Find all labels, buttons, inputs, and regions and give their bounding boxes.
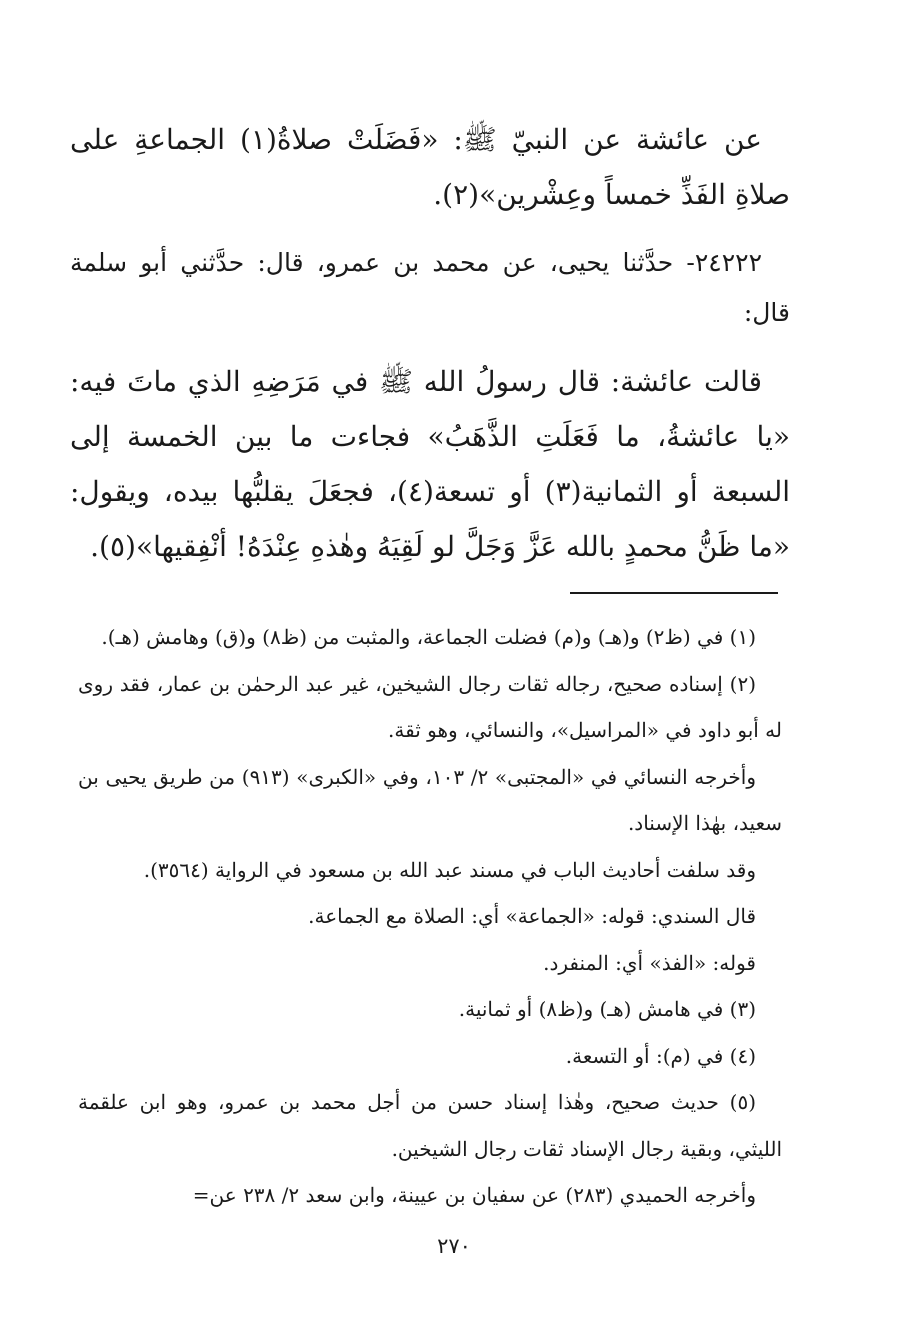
footnote-2-cont-3: قال السندي: قوله: «الجماعة» أي: الصلاة مع الجماعة. <box>308 904 756 928</box>
footnote-2-cont-2: وقد سلفت أحاديث الباب في مسند عبد الله بن مسعود في الرواية (٣٥٦٤). <box>143 857 756 882</box>
main-text <box>70 112 790 574</box>
footnote-2: (٢) إسناده صحيح، رجاله ثقات رجال الشيخين، غير عبد الرحمٰن بن عمار، فقد روى له أبو داود في «المراسيل»، والنسائي، وهو ثقة. <box>78 671 782 742</box>
footnote-2-cont-4: قوله: «الفذ» أي: المنفرد. <box>543 950 756 975</box>
footnote-1: (١) في (ظ٢) و(هـ) و(م) فضلت الجماعة، والمثبت من (ظ٨) و(ق) وهامش (هـ). <box>101 625 756 649</box>
footnote-separator <box>570 592 778 594</box>
footnote-3: (٣) في هامش (هـ) و(ظ٨) أو ثمانية. <box>458 997 756 1021</box>
hadith-paragraph-1: عن عائشة عن النبيّ ﷺ: «فَضَلَتْ صلاةُ(١) الجماعةِ على صلاةِ الفَذِّ خمساً وعِشْرين»(٢). <box>70 123 790 211</box>
footnotes <box>78 614 782 1219</box>
hadith-isnad-24222: ٢٤٢٢٢- حدَّثنا يحيى، عن محمد بن عمرو، قال: حدَّثني أبو سلمة قال: <box>70 248 790 327</box>
footnote-4: (٤) في (م): أو التسعة. <box>565 1043 756 1068</box>
hadith-paragraph-2: قالت عائشة: قال رسولُ الله ﷺ في مَرَضِهِ الذي ماتَ فيه: «يا عائشةُ، ما فَعَلَتِ الذَّهَبُ» فجاءت ما بين الخمسة إلى السبعة أو الثمانية(٣) أو تسعة(٤)، فجعَلَ يقلبُّها بيده، ويقول: «ما ظَنُّ محمدٍ بالله عَزَّ وَجَلَّ لو لَقِيَهُ وهٰذهِ عِنْدَهُ! أنْفِقيها»(٥). <box>70 365 791 563</box>
page-number: ٢٧٠ <box>437 1234 471 1258</box>
footnote-5: (٥) حديث صحيح، وهٰذا إسناد حسن من أجل محمد بن عمرو، وهو ابن علقمة الليثي، وبقية رجال الإسناد ثقات رجال الشيخين. <box>78 1090 782 1161</box>
footnote-5-cont: وأخرجه الحميدي (٢٨٣) عن سفيان بن عيينة، وابن سعد ٢/ ٢٣٨ عن= <box>192 1183 756 1207</box>
footnote-2-cont-1: وأخرجه النسائي في «المجتبى» ٢/ ١٠٣، وفي «الكبرى» (٩١٣) من طريق يحيى بن سعيد، بهٰذا الإسناد. <box>78 764 782 835</box>
